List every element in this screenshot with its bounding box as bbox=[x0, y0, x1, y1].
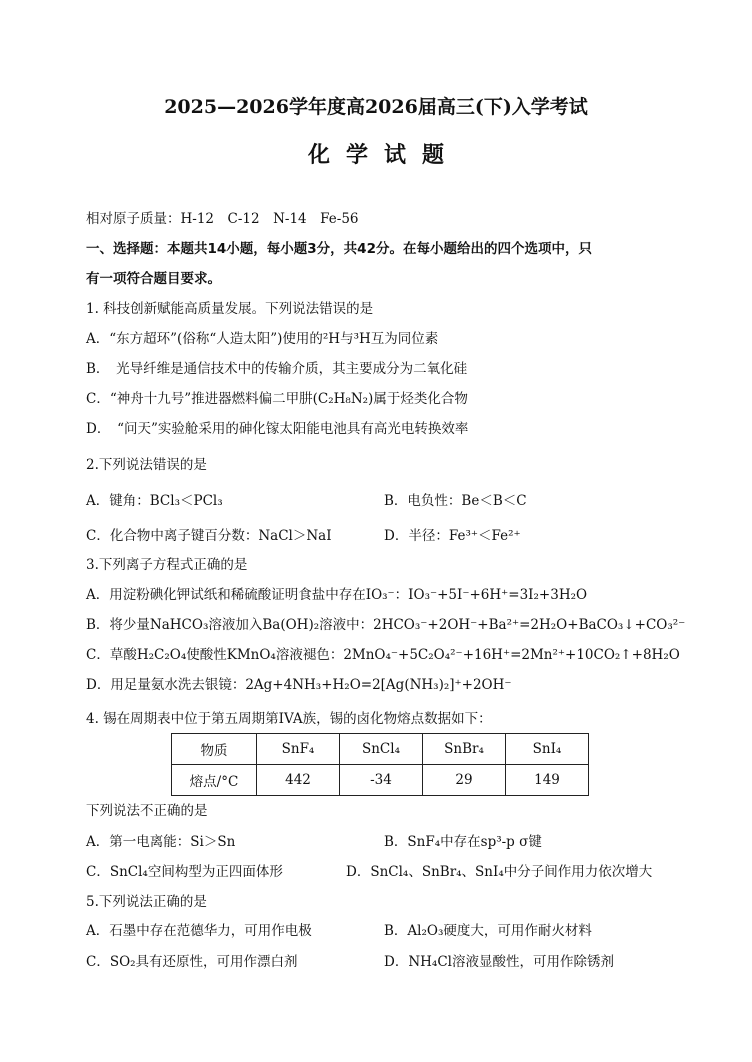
q5-stem: 5.下列说法正确的是 bbox=[86, 894, 207, 910]
section-instruction-line1: 一、选择题：本题共14小题，每小题3分，共42分。在每小题给出的四个选项中，只 bbox=[86, 241, 592, 257]
q1-option-d: D． “问天”实验舱采用的砷化镓太阳能电池具有高光电转换效率 bbox=[86, 421, 469, 437]
q4-sub: 下列说法不正确的是 bbox=[86, 803, 208, 819]
table-cell: 物质 bbox=[172, 734, 257, 765]
q3-stem: 3.下列离子方程式正确的是 bbox=[86, 557, 248, 573]
q2-option-a: A．键角：BCl₃＜PCl₃ bbox=[86, 493, 223, 509]
q4-option-d: D．SnCl₄、SnBr₄、SnI₄中分子间作用力依次增大 bbox=[346, 864, 653, 880]
q4-option-c: C．SnCl₄空间构型为正四面体形 bbox=[86, 864, 283, 880]
q3-option-a: A．用淀粉碘化钾试纸和稀硫酸证明食盐中存在IO₃⁻：IO₃⁻+5I⁻+6H⁺=3I₂+3H₂O bbox=[86, 587, 588, 603]
q2-option-b: B．电负性：Be＜B＜C bbox=[384, 493, 527, 509]
table-cell: SnI₄ bbox=[506, 734, 589, 765]
table-cell: SnCl₄ bbox=[340, 734, 423, 765]
q5-option-d: D．NH₄Cl溶液显酸性，可用作除锈剂 bbox=[384, 954, 614, 970]
table-header-row bbox=[172, 734, 589, 765]
q2-stem: 2.下列说法错误的是 bbox=[86, 457, 207, 473]
q3-option-d: D．用足量氨水洗去银镜：2Ag+4NH₃+H₂O=2[Ag(NH₃)₂]⁺+2OH⁻ bbox=[86, 677, 512, 693]
table-row bbox=[172, 765, 589, 796]
q2-option-d: D．半径：Fe³⁺＜Fe²⁺ bbox=[384, 528, 521, 544]
atomic-mass-line: 相对原子质量：H-12 C-12 N-14 Fe-56 bbox=[86, 211, 359, 227]
q1-option-b: B． 光导纤维是通信技术中的传输介质，其主要成分为二氧化硅 bbox=[86, 361, 468, 377]
q1-stem: 1. 科技创新赋能高质量发展。下列说法错误的是 bbox=[86, 301, 374, 317]
q3-option-b: B．将少量NaHCO₃溶液加入Ba(OH)₂溶液中：2HCO₃⁻+2OH⁻+Ba²⁺=2H₂O+BaCO₃↓+CO₃²⁻ bbox=[86, 617, 686, 633]
table-cell: 熔点/°C bbox=[172, 765, 257, 796]
q4-stem: 4. 锡在周期表中位于第五周期第IVA族，锡的卤化物熔点数据如下： bbox=[86, 711, 492, 727]
q1-option-c: C．“神舟十九号”推进器燃料偏二甲肼(C₂H₈N₂)属于烃类化合物 bbox=[86, 391, 468, 407]
melting-point-table bbox=[171, 733, 589, 796]
q2-option-c: C．化合物中离子键百分数：NaCl＞NaI bbox=[86, 528, 332, 544]
q4-option-b: B．SnF₄中存在sp³-p σ键 bbox=[384, 834, 542, 850]
table-cell: 442 bbox=[257, 765, 340, 796]
table-cell: -34 bbox=[340, 765, 423, 796]
q3-option-c: C．草酸H₂C₂O₄使酸性KMnO₄溶液褪色：2MnO₄⁻+5C₂O₄²⁻+16H⁺=2Mn²⁺+10CO₂↑+8H₂O bbox=[86, 647, 680, 663]
q5-option-b: B．Al₂O₃硬度大，可用作耐火材料 bbox=[384, 923, 592, 939]
table-cell: SnF₄ bbox=[257, 734, 340, 765]
section-instruction-line2: 有一项符合题目要求。 bbox=[86, 271, 221, 287]
subject-title: 化学试题 bbox=[307, 142, 460, 168]
table-cell: 29 bbox=[423, 765, 506, 796]
exam-title: 2025—2026学年度高2026届高三(下)入学考试 bbox=[164, 96, 588, 118]
q4-option-a: A．第一电离能：Si＞Sn bbox=[86, 834, 236, 850]
table-cell: SnBr₄ bbox=[423, 734, 506, 765]
table-cell: 149 bbox=[506, 765, 589, 796]
q1-option-a: A．“东方超环”(俗称“人造太阳”)使用的²H与³H互为同位素 bbox=[86, 331, 439, 347]
q5-option-a: A．石墨中存在范德华力，可用作电极 bbox=[86, 923, 312, 939]
q5-option-c: C．SO₂具有还原性，可用作漂白剂 bbox=[86, 954, 298, 970]
